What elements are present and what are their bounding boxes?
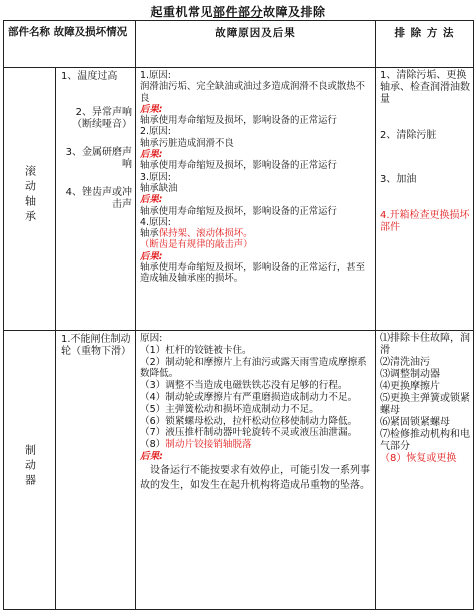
cause-text: 轴承缺油 xyxy=(140,182,178,194)
method-item: 2、清除污脏 xyxy=(380,130,437,141)
fault-item: 3、金属研磨声响 xyxy=(65,147,132,170)
cause-text: 轴承污脏造成润滑不良 xyxy=(140,137,234,149)
consequence-text: 轴承使用寿命缩短及损坏，影响设备的正常运行，甚至造成轴及轴承座的损坏。 xyxy=(140,262,366,285)
cause-item-prefix: （8） xyxy=(140,439,166,451)
fault-cell-bearing xyxy=(56,68,136,331)
consequence-label: 后果: xyxy=(140,194,163,206)
part-name-bearing xyxy=(4,68,56,331)
cause-title: 4.原因: xyxy=(140,216,171,228)
cause-item: （5）主弹簧松动和损坏造成制动力不足。 xyxy=(140,403,319,415)
cause-text: 润滑油污垢、完全缺油或油过多造成润滑不良或散热不良 xyxy=(140,81,366,104)
fault-item: 1、温度过高 xyxy=(61,71,118,82)
table-row-brake xyxy=(4,331,474,610)
consequence-label: 后果: xyxy=(140,450,164,462)
title-suffix: 故障及排除 xyxy=(263,5,326,19)
method-item-red: （8）恢复或更换 xyxy=(380,453,457,464)
cause-item: （6）锁紧螺母松动，拉杆松动位移使制动力降低。 xyxy=(140,415,358,427)
method-item: ⑺检修推动机构和电气部分 xyxy=(380,429,470,452)
table-header-row xyxy=(4,21,474,68)
cause-item-red: 制动片铰接销轴脱落 xyxy=(165,439,252,451)
consequence-text: 轴承使用寿命缩短及损坏，影响设备的正常运行 xyxy=(140,115,337,127)
method-item: 3、加油 xyxy=(380,174,417,185)
method-item: ⑶调整制动器 xyxy=(380,369,440,380)
consequence-label: 后果: xyxy=(140,103,163,115)
cause-text-plain: 轴承 xyxy=(140,228,159,240)
title-underlined: 部件部分 xyxy=(212,5,263,19)
fault-item: 1.不能闸住制动轮（重物下滑） xyxy=(61,334,131,357)
cause-title: 原因: xyxy=(140,333,163,344)
cause-note-red: （断齿是有规律的敲击声） xyxy=(140,239,253,251)
cause-item: （3）调整不当造成电磁铁铁芯没有足够的行程。 xyxy=(140,380,348,392)
method-cell-bearing xyxy=(376,68,474,331)
header-part-fault: 部件名称 故障及损坏情况 xyxy=(4,21,136,68)
part-name-text: 制动器 xyxy=(23,443,37,489)
cause-item: （1）杠杆的铰链被卡住。 xyxy=(140,344,252,356)
part-name-text: 滚动轴承 xyxy=(23,165,37,225)
cause-item xyxy=(140,439,372,451)
method-item: 1、清除污垢、更换轴承、检查润滑油数量 xyxy=(380,70,470,105)
cause-item: （7）液压推杆制动器叶轮旋转不灵或液压油泄漏。 xyxy=(140,427,358,439)
title-prefix: 起重机常见 xyxy=(150,5,213,19)
method-item: ⑸更换主弹簧或锁紧螺母 xyxy=(380,393,470,416)
header-method: 排 除 方 法 xyxy=(376,21,474,68)
cause-item: （4）制动轮或摩擦片有严重磨损造成制动力不足。 xyxy=(140,391,358,403)
fault-table xyxy=(3,20,474,610)
consequence-text: 轴承使用寿命缩短及损坏，影响设备的正常运行 xyxy=(140,160,337,172)
part-name-brake xyxy=(4,331,56,610)
method-item: ⑷更换摩擦片 xyxy=(380,381,440,392)
table-row-bearing xyxy=(4,68,474,331)
cause-title: 3.原因: xyxy=(140,171,171,183)
method-item-red: 4.开箱检查更换损坏部件 xyxy=(380,210,470,233)
fault-item: 4、锉齿声或冲击声 xyxy=(65,187,132,210)
consequence-text: 轴承使用寿命缩短及损坏，影响设备的正常运行 xyxy=(140,205,337,217)
header-cause: 故障原因及后果 xyxy=(136,21,376,68)
cause-text-red: 保持架、滚动体损坏。 xyxy=(158,228,253,240)
method-item: ⑴排除卡住故障，润滑 xyxy=(380,333,470,356)
cause-title: 2.原因: xyxy=(140,126,171,138)
cause-text xyxy=(140,228,372,239)
method-item: ⑹紧固锁紧螺母 xyxy=(380,417,450,428)
fault-item: 2、异常声响（断续哑音） xyxy=(72,107,132,130)
consequence-label: 后果: xyxy=(140,250,163,262)
method-item: ⑵清洗油污 xyxy=(380,357,430,368)
cause-cell-bearing xyxy=(136,68,376,331)
cause-title: 1.原因: xyxy=(140,70,171,81)
consequence-label: 后果: xyxy=(140,149,163,161)
cause-item: （2）制动轮和摩擦片上有油污或露天雨雪造成摩擦系数降低。 xyxy=(140,356,367,380)
method-cell-brake xyxy=(376,331,474,610)
consequence-text: 设备运行不能按要求有效停止，可能引发一系列事故的发生，如发生在起升机构将造成吊重物的坠落。 xyxy=(140,464,370,491)
cause-cell-brake xyxy=(136,331,376,610)
page-title xyxy=(0,3,476,20)
fault-cell-brake xyxy=(56,331,136,610)
